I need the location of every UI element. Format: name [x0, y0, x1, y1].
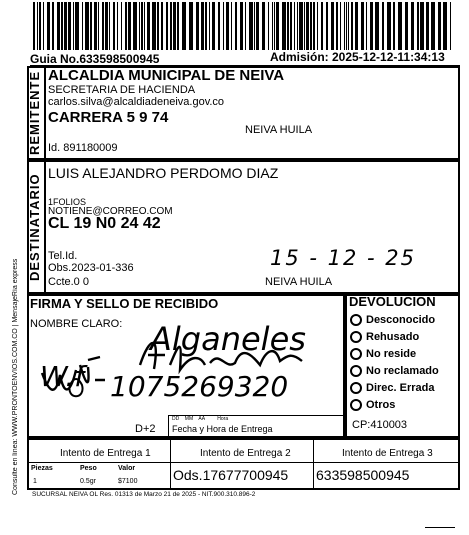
- barcode-bar: [173, 2, 176, 50]
- signature-initials: W.f: [40, 360, 85, 393]
- destinatario-obs: Obs.2023-01-336: [48, 262, 134, 274]
- peso-value: 0.5gr: [80, 478, 96, 485]
- signature-id-number: 1075269320: [110, 370, 289, 403]
- intento-1-label: Intento de Entrega 1: [60, 448, 151, 459]
- barcode-bar: [443, 2, 447, 50]
- barcode-bar: [52, 2, 54, 50]
- barcode-bar: [125, 2, 127, 50]
- barcode-bar: [405, 2, 408, 50]
- barcode-bar: [254, 2, 255, 50]
- barcode-bar: [121, 2, 122, 50]
- barcode-bar: [351, 2, 353, 50]
- barcode-bar: [438, 2, 441, 50]
- fecha-label: Fecha y Hora de Entrega: [172, 424, 273, 434]
- barcode-bar: [304, 2, 305, 50]
- remitente-city: NEIVA HUILA: [245, 124, 313, 136]
- barcode-bar: [348, 2, 349, 50]
- barcode-bar: [313, 2, 315, 50]
- option-label: Rehusado: [366, 330, 420, 343]
- nombre-claro-label: NOMBRE CLARO:: [30, 318, 123, 330]
- barcode-bar: [306, 2, 309, 50]
- barcode-bar: [39, 2, 41, 50]
- barcode-bar: [61, 2, 63, 50]
- piezas-value: 1: [33, 478, 37, 485]
- barcode-bar: [366, 2, 367, 50]
- barcode-bar: [166, 2, 168, 50]
- barcode-bar: [144, 2, 145, 50]
- barcode-bar: [361, 2, 364, 50]
- barcode-bar: [331, 2, 334, 50]
- barcode-bar: [105, 2, 108, 50]
- intentos-col-divider-1: [170, 438, 171, 490]
- destinatario-label: DESTINATARIO: [27, 173, 42, 281]
- barcode-bar: [290, 2, 292, 50]
- barcode-bar: [98, 2, 99, 50]
- barcode-bar: [240, 2, 243, 50]
- barcode-bar: [182, 2, 186, 50]
- barcode-bar: [141, 2, 143, 50]
- barcode-bar: [340, 2, 341, 50]
- radio-icon: [350, 331, 362, 343]
- radio-icon: [350, 382, 362, 394]
- barcode-bar: [117, 2, 118, 50]
- handwritten-delivery-date: 15 - 12 - 25: [270, 246, 417, 270]
- barcode-bar: [201, 2, 204, 50]
- barcode-bar: [355, 2, 358, 50]
- intento-3-label: Intento de Entrega 3: [342, 448, 433, 459]
- destinatario-divider: [44, 160, 46, 294]
- barcode-bar: [147, 2, 150, 50]
- barcode-bar: [218, 2, 220, 50]
- ods-number: Ods.17677700945: [173, 467, 289, 483]
- barcode-bar: [398, 2, 402, 50]
- barcode-bar: [344, 2, 345, 50]
- barcode-bar: [157, 2, 159, 50]
- radio-icon: [350, 365, 362, 377]
- barcode-bar: [317, 2, 318, 50]
- barcode-bar: [326, 2, 328, 50]
- admision-timestamp: Admisión: 2025-12-12-11:34:13: [270, 50, 445, 64]
- barcode-bar: [299, 2, 303, 50]
- barcode: [33, 2, 458, 50]
- destinatario-address: CL 19 N0 24 42: [48, 215, 161, 232]
- valor-value: $7100: [118, 478, 138, 485]
- barcode-bar: [411, 2, 414, 50]
- barcode-bar: [321, 2, 323, 50]
- remitente-email: carlos.silva@alcaldiadeneiva.gov.co: [48, 96, 225, 108]
- barcode-bar: [196, 2, 199, 50]
- option-desconocido[interactable]: [350, 311, 460, 328]
- option-no-reside[interactable]: [350, 345, 460, 362]
- barcode-bar: [276, 2, 279, 50]
- intento-2-label: Intento de Entrega 2: [200, 448, 291, 459]
- devolucion-title: DEVOLUCION: [349, 294, 436, 309]
- barcode-bar: [272, 2, 273, 50]
- option-label: No reclamado: [366, 364, 439, 377]
- destinatario-email: NOTIENE@CORREO.COM: [48, 206, 173, 217]
- remitente-address: CARRERA 5 9 74: [48, 109, 169, 126]
- barcode-bar: [113, 2, 115, 50]
- remitente-divider: [44, 66, 46, 160]
- option-label: No reside: [366, 347, 417, 360]
- barcode-bar: [235, 2, 237, 50]
- intentos-col-divider-2: [313, 438, 314, 490]
- barcode-bar: [189, 2, 193, 50]
- barcode-bar: [274, 2, 275, 50]
- destinatario-name: LUIS ALEJANDRO PERDOMO DIAZ: [48, 165, 279, 181]
- barcode-bar: [262, 2, 265, 50]
- barcode-bar: [370, 2, 373, 50]
- barcode-bar: [249, 2, 253, 50]
- d-plus-two: D+2: [135, 423, 156, 435]
- barcode-bar: [90, 2, 92, 50]
- option-rehusado[interactable]: [350, 328, 460, 345]
- barcode-bar: [68, 2, 71, 50]
- remitente-id: Id. 891180009: [48, 142, 118, 154]
- barcode-bar: [245, 2, 246, 50]
- option-label: Otros: [366, 398, 396, 411]
- barcode-bar: [336, 2, 338, 50]
- barcode-bar: [226, 2, 229, 50]
- barcode-bar: [37, 2, 38, 50]
- signature-name: Alganeles: [150, 320, 306, 358]
- barcode-bar: [287, 2, 289, 50]
- barcode-bar: [64, 2, 67, 50]
- guia-number-bottom: 633598500945: [316, 467, 410, 483]
- barcode-bar: [82, 2, 83, 50]
- guia-number: Guia No.633598500945: [30, 52, 160, 66]
- barcode-bar: [310, 2, 312, 50]
- barcode-bar: [346, 2, 347, 50]
- firma-title: FIRMA Y SELLO DE RECIBIDO: [30, 296, 219, 311]
- barcode-bar: [94, 2, 97, 50]
- barcode-bar: [47, 2, 50, 50]
- radio-icon: [350, 348, 362, 360]
- barcode-bar: [420, 2, 424, 50]
- destinatario-folios: 1FOLIOS: [48, 197, 87, 207]
- barcode-bar: [170, 2, 172, 50]
- barcode-bar: [139, 2, 140, 50]
- barcode-bar: [43, 2, 44, 50]
- barcode-bar: [152, 2, 156, 50]
- option-label: Direc. Errada: [366, 381, 435, 394]
- barcode-bar: [297, 2, 298, 50]
- devolucion-options: [350, 311, 460, 413]
- barcode-bar: [57, 2, 60, 50]
- barcode-bar: [109, 2, 110, 50]
- barcode-bar: [282, 2, 286, 50]
- valor-header: Valor: [118, 465, 136, 472]
- radio-icon: [350, 399, 362, 411]
- barcode-bar: [450, 2, 451, 50]
- barcode-bar: [294, 2, 295, 50]
- option-otros[interactable]: [350, 396, 460, 413]
- barcode-bar: [375, 2, 379, 50]
- destinatario-ccte: Ccte.0 0: [48, 276, 89, 288]
- barcode-bar: [102, 2, 104, 50]
- option-no-reclamado[interactable]: [350, 362, 460, 379]
- footer-rule: [425, 527, 455, 528]
- remitente-name: ALCALDIA MUNICIPAL DE NEIVA: [48, 67, 285, 84]
- remitente-dept: SECRETARIA DE HACIENDA: [48, 84, 196, 96]
- peso-header: Peso: [80, 465, 97, 472]
- barcode-bar: [161, 2, 163, 50]
- hora-labels: DD MM AA Hora: [172, 416, 229, 422]
- barcode-bar: [223, 2, 224, 50]
- barcode-bar: [177, 2, 179, 50]
- radio-icon: [350, 314, 362, 326]
- destinatario-tel: Tel.Id.: [48, 250, 78, 262]
- barcode-bar: [205, 2, 207, 50]
- barcode-bar: [431, 2, 435, 50]
- barcode-bar: [85, 2, 89, 50]
- intentos-row-divider: [27, 462, 460, 463]
- barcode-bar: [393, 2, 395, 50]
- barcode-bar: [73, 2, 74, 50]
- barcode-bar: [256, 2, 259, 50]
- option-direc-errada[interactable]: [350, 379, 460, 396]
- barcode-bar: [75, 2, 79, 50]
- barcode-bar: [426, 2, 429, 50]
- barcode-bar: [382, 2, 384, 50]
- barcode-bar: [209, 2, 210, 50]
- barcode-bar: [231, 2, 232, 50]
- side-website-note: Consulte en línea: WWW.PRONTOENVIOS.COM.CO | MensajeRía express: [12, 258, 19, 495]
- barcode-bar: [417, 2, 419, 50]
- barcode-bar: [133, 2, 137, 50]
- option-label: Desconocido: [366, 313, 436, 326]
- barcode-bar: [33, 2, 35, 50]
- remitente-label: REMITENTE: [27, 70, 42, 156]
- footer-text: SUCURSAL NEIVA OL Res. 01313 de Marzo 21 de 2025 - NIT.900.310.896-2: [32, 491, 256, 498]
- piezas-header: Piezas: [31, 465, 53, 472]
- destinatario-city: NEIVA HUILA: [265, 276, 333, 288]
- barcode-bar: [212, 2, 215, 50]
- barcode-bar: [387, 2, 391, 50]
- barcode-bar: [128, 2, 131, 50]
- barcode-bar: [268, 2, 269, 50]
- cp-code: CP:410003: [352, 419, 408, 431]
